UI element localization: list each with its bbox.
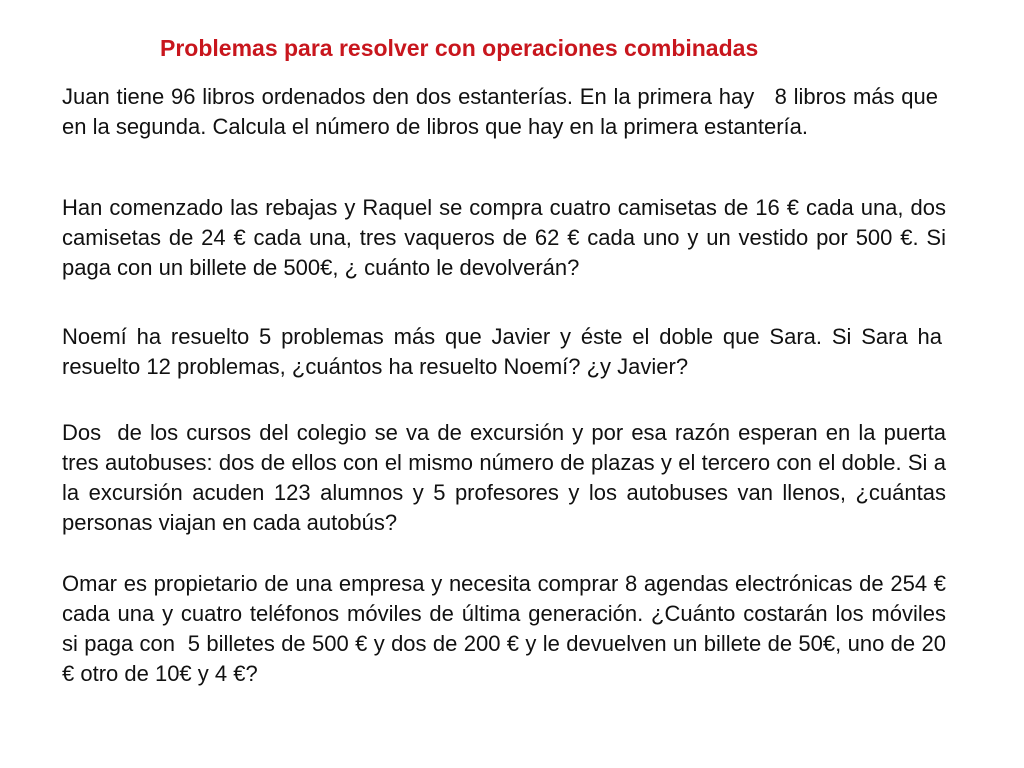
problem-5-text: Omar es propietario de una empresa y necesita comprar 8 agendas electrónicas de 254 € cada una y cuatro teléfonos móviles de última generación. ¿Cuánto costarán los móviles si paga con 5 billetes de 500 € y dos de 200 € y le devuelven un billete de 50€, uno de 20 € otro de 10€ y 4 €? bbox=[62, 571, 953, 686]
problem-1-text: Juan tiene 96 libros ordenados den dos estanterías. En la primera hay 8 libros más que en la segunda. Calcula el número de libros que hay en la primera estantería. bbox=[62, 84, 945, 139]
problem-2-text: Han comenzado las rebajas y Raquel se compra cuatro camisetas de 16 € cada una, dos camisetas de 24 € cada una, tres vaqueros de 62 € cada uno y un vestido por 500 €. Si paga con un billete de 500€, ¿ cuánto le devolverán? bbox=[62, 195, 953, 280]
problem-4-text: Dos de los cursos del colegio se va de excursión y por esa razón esperan en la puerta tres autobuses: dos de ellos con el mismo número de plazas y el tercero con el doble. Si a la excursión acuden 123 alumnos y 5 profesores y los autobuses van llenos, ¿cuántas personas viajan en cada autobús? bbox=[62, 420, 953, 535]
page-title: Problemas para resolver con operaciones combinadas bbox=[160, 35, 759, 61]
problem-3-text: Noemí ha resuelto 5 problemas más que Javier y éste el doble que Sara. Si Sara ha resuelto 12 problemas, ¿cuántos ha resuelto Noemí? ¿y Javier? bbox=[62, 324, 949, 379]
